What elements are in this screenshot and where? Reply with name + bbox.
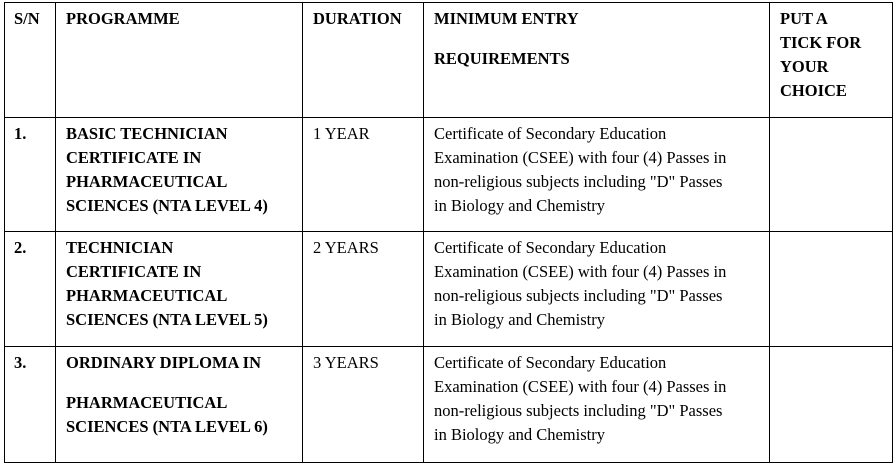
row-duration: 3 YEARS (303, 347, 424, 463)
row-requirements (424, 347, 770, 463)
header-row (5, 3, 893, 118)
programme-line: CERTIFICATE IN (66, 262, 202, 281)
requirements-line: Certificate of Secondary Education (434, 238, 667, 257)
table-row (5, 347, 893, 463)
programme-line: SCIENCES (NTA LEVEL 5) (66, 310, 268, 329)
requirements-line: non-religious subjects including "D" Passes (434, 401, 723, 420)
header-tick (770, 3, 893, 118)
programme-line: CERTIFICATE IN (66, 148, 202, 167)
header-requirements (424, 3, 770, 118)
header-requirements-line1: MINIMUM ENTRY (434, 9, 579, 28)
programme-line: PHARMACEUTICAL (66, 393, 228, 412)
programme-line: PHARMACEUTICAL (66, 172, 228, 191)
row-duration: 2 YEARS (303, 232, 424, 347)
programme-line: BASIC TECHNICIAN (66, 124, 228, 143)
row-requirements (424, 232, 770, 347)
header-tick-line: CHOICE (780, 81, 847, 100)
row-tick-cell[interactable] (770, 347, 893, 463)
programme-line: SCIENCES (NTA LEVEL 4) (66, 196, 268, 215)
requirements-line: Certificate of Secondary Education (434, 124, 667, 143)
row-duration: 1 YEAR (303, 118, 424, 232)
requirements-line: non-religious subjects including "D" Passes (434, 286, 723, 305)
header-programme: PROGRAMME (56, 3, 303, 118)
header-sn: S/N (5, 3, 56, 118)
row-programme (56, 118, 303, 232)
row-sn: 1. (5, 118, 56, 232)
requirements-line: in Biology and Chemistry (434, 310, 605, 329)
requirements-line: Certificate of Secondary Education (434, 353, 667, 372)
row-sn: 2. (5, 232, 56, 347)
requirements-line: non-religious subjects including "D" Passes (434, 172, 723, 191)
programme-line: SCIENCES (NTA LEVEL 6) (66, 417, 268, 436)
row-tick-cell[interactable] (770, 118, 893, 232)
requirements-line: in Biology and Chemistry (434, 196, 605, 215)
row-programme (56, 232, 303, 347)
header-tick-line: PUT A (780, 9, 828, 28)
row-tick-cell[interactable] (770, 232, 893, 347)
requirements-line: Examination (CSEE) with four (4) Passes in (434, 377, 727, 396)
requirements-line: Examination (CSEE) with four (4) Passes in (434, 262, 727, 281)
programme-table (4, 2, 893, 463)
programme-line: PHARMACEUTICAL (66, 286, 228, 305)
requirements-line: in Biology and Chemistry (434, 425, 605, 444)
programme-line: ORDINARY DIPLOMA IN (66, 353, 261, 372)
row-programme (56, 347, 303, 463)
header-requirements-line2: REQUIREMENTS (434, 49, 570, 68)
table-row (5, 232, 893, 347)
row-sn: 3. (5, 347, 56, 463)
header-tick-line: YOUR (780, 57, 829, 76)
header-tick-line: TICK FOR (780, 33, 862, 52)
row-requirements (424, 118, 770, 232)
table-row (5, 118, 893, 232)
requirements-line: Examination (CSEE) with four (4) Passes in (434, 148, 727, 167)
programme-line: TECHNICIAN (66, 238, 174, 257)
header-duration: DURATION (303, 3, 424, 118)
